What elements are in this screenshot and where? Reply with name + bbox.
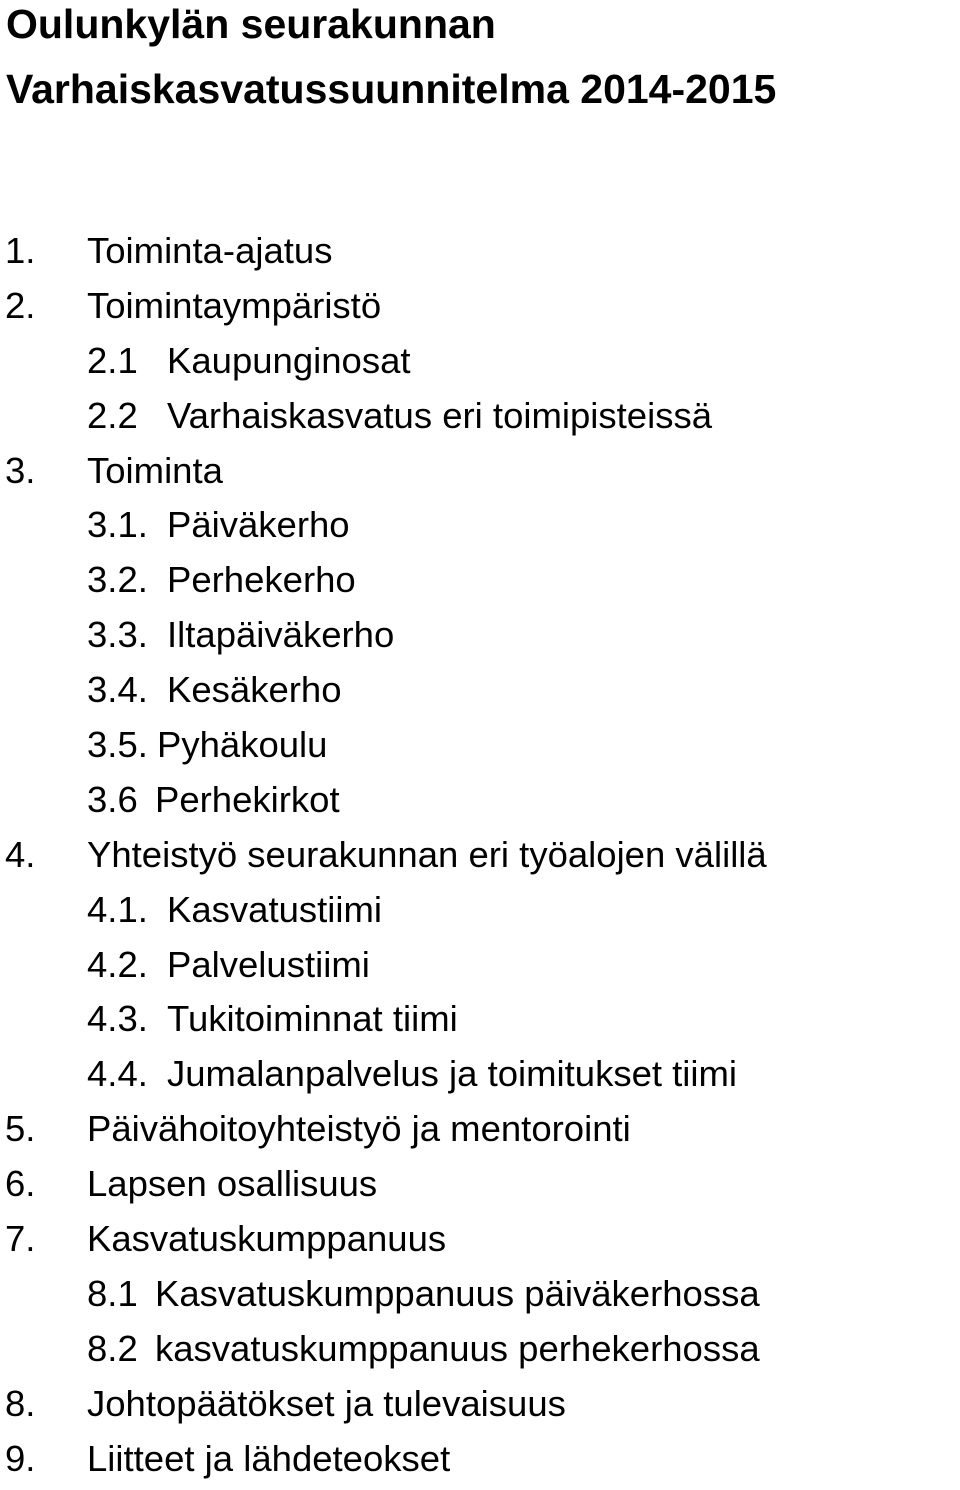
toc-item-number: 3.4. [87,669,148,711]
toc-item-number: 8. [5,1382,36,1424]
toc-item-number: 4.3. [87,998,148,1040]
toc-item-title: Toiminta-ajatus [87,230,333,271]
toc-item [0,1106,960,1161]
toc-item [0,283,960,338]
toc-item-title: Kasvatuskumppanuus päiväkerhossa [155,1272,760,1314]
toc-subitem [0,612,960,667]
toc-item-number: 5. [5,1108,36,1150]
toc-subitem [0,393,960,448]
toc-item-title: Lapsen osallisuus [87,1163,378,1205]
toc-item-number: 4.4. [87,1053,148,1095]
table-of-contents [0,228,960,1490]
toc-item-number: 7. [5,1218,36,1260]
toc-item-title: Tukitoiminnat tiimi [167,998,458,1040]
toc-item [0,448,960,503]
toc-item-number: 3.2. [87,559,148,601]
toc-item-number: 4. [5,833,36,875]
toc-item-number: 1. [5,230,36,271]
toc-item [0,1216,960,1271]
toc-item [0,228,960,283]
toc-subitem [0,722,960,777]
toc-item-title: Liitteet ja lähdeteokset [87,1437,451,1479]
toc-subitem [0,996,960,1051]
toc-item-title: kasvatuskumppanuus perhekerhossa [155,1327,760,1369]
toc-item [0,1381,960,1436]
toc-item-title: Kaupunginosat [167,339,411,381]
toc-item-number: 3.3. [87,614,148,656]
toc-item-number: 3.6 [87,778,138,820]
toc-item-title: Perhekerho [167,559,356,601]
toc-subitem [0,502,960,557]
toc-item-number: 4.1. [87,888,148,930]
toc-item [0,1161,960,1216]
toc-subitem [0,338,960,393]
toc-item-number: 8.1 [87,1272,138,1314]
toc-item-number: 4.2. [87,943,148,985]
toc-subitem [0,1326,960,1381]
toc-item [0,832,960,887]
toc-item-number: 3.5. [87,724,148,766]
toc-item-title: Kesäkerho [167,669,342,711]
toc-subitem [0,557,960,612]
toc-item-number: 2.1 [87,339,138,381]
toc-subitem [0,1051,960,1106]
toc-item-title: Kasvatuskumppanuus [87,1218,447,1260]
toc-subitem [0,942,960,997]
toc-subitem [0,777,960,832]
toc-item-number: 3. [5,449,36,491]
toc-item-title: Toimintaympäristö [87,284,382,326]
toc-item-title: Kasvatustiimi [167,888,383,930]
toc-subitem [0,887,960,942]
toc-item-number: 9. [5,1437,36,1479]
toc-item-title: Palvelustiimi [167,943,370,985]
toc-item-number: 2.2 [87,394,138,436]
toc-item-title: Pyhäkoulu [157,724,328,766]
toc-item-title: Johtopäätökset ja tulevaisuus [87,1382,566,1424]
toc-item-number: 3.1. [87,504,148,546]
toc-item-number: 8.2 [87,1327,138,1369]
document-title-line-1: Oulunkylän seurakunnan [6,1,496,47]
toc-item-title: Päivähoitoyhteistyö ja mentorointi [87,1108,631,1150]
document-title-line-2: Varhaiskasvatussuunnitelma 2014-2015 [6,66,777,112]
toc-item-title: Varhaiskasvatus eri toimipisteissä [167,394,713,436]
toc-item-title: Päiväkerho [167,504,350,546]
toc-item-number: 6. [5,1163,36,1205]
toc-item-title: Perhekirkot [155,778,340,820]
toc-subitem [0,667,960,722]
toc-item-title: Yhteistyö seurakunnan eri työalojen välillä [87,833,767,875]
toc-item-title: Iltapäiväkerho [167,614,395,656]
toc-item-number: 2. [5,284,36,326]
toc-subitem [0,1271,960,1326]
toc-item-title: Jumalanpalvelus ja toimitukset tiimi [167,1053,738,1095]
toc-item-title: Toiminta [87,449,223,491]
